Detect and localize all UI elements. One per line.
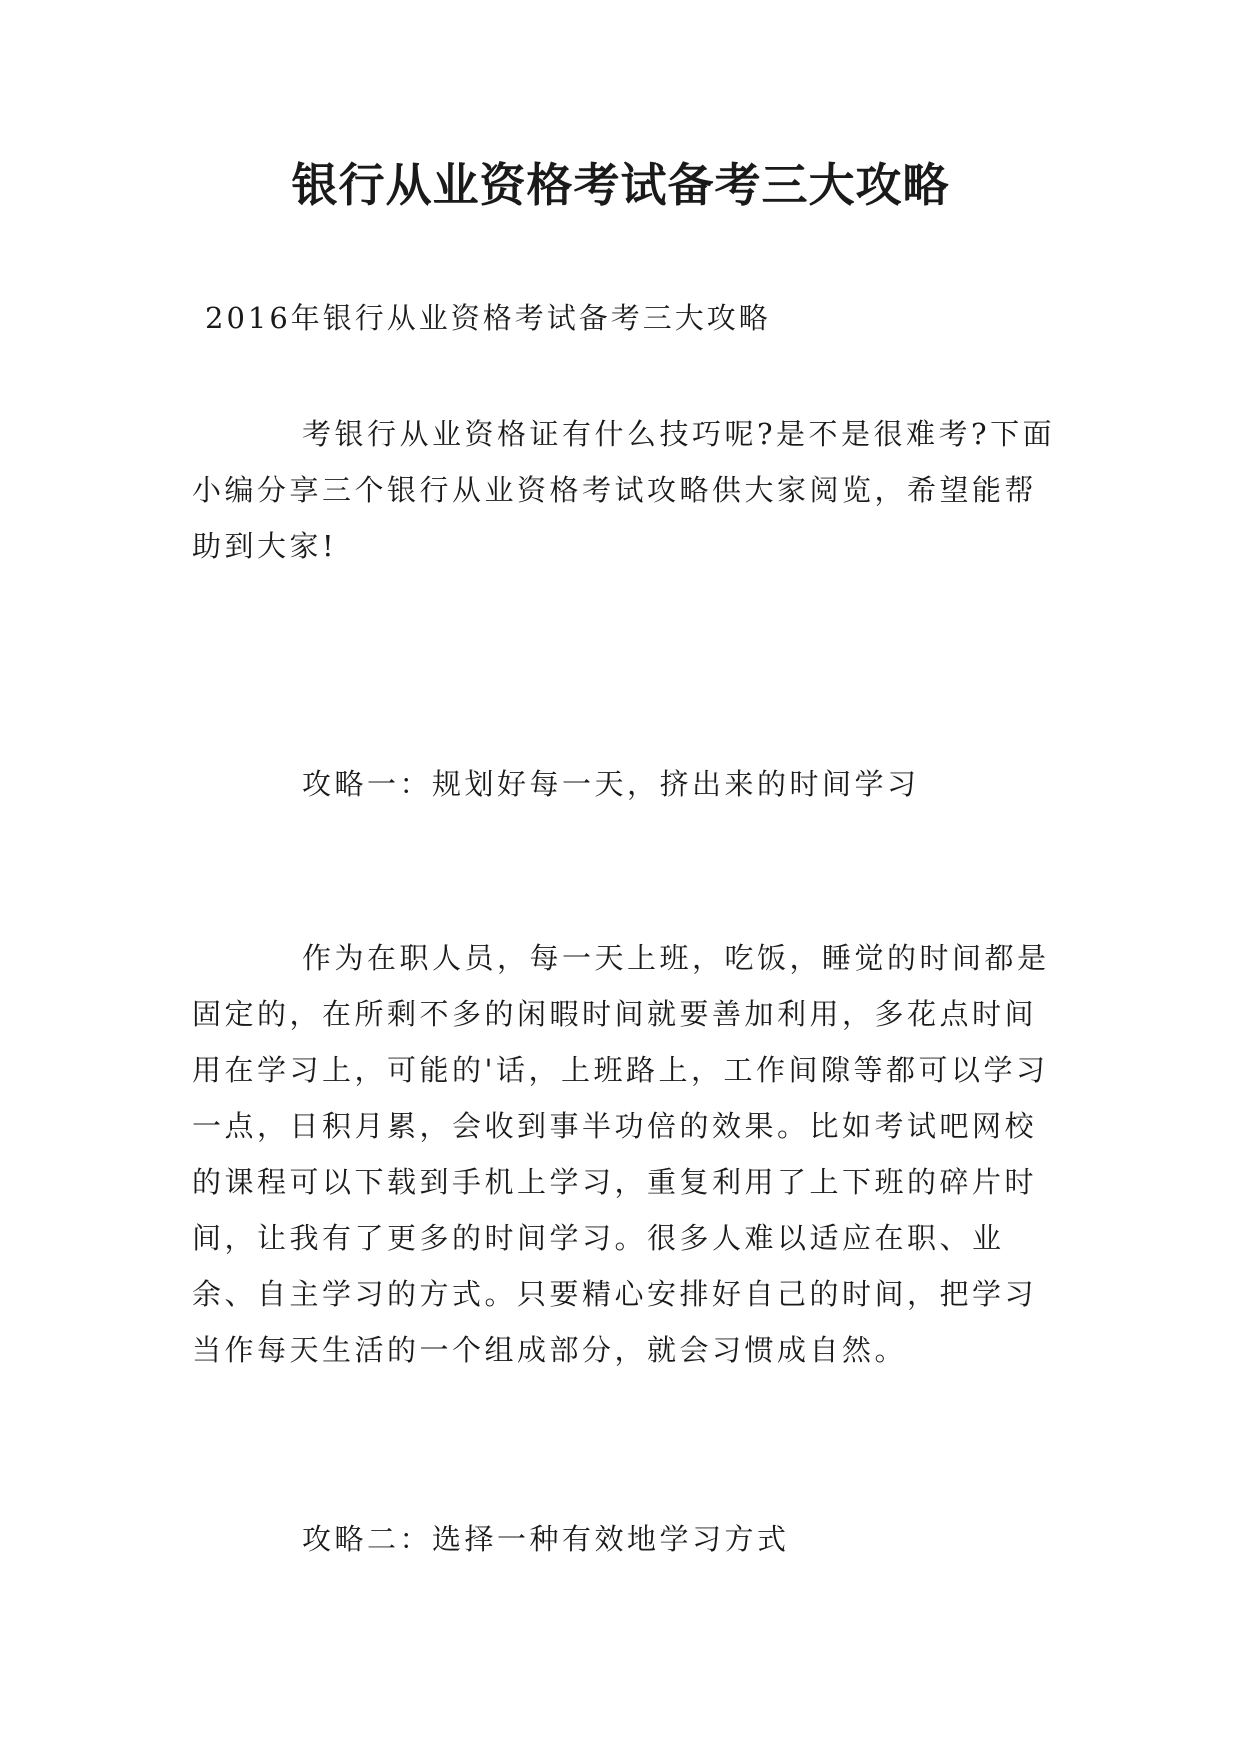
section-heading-2: 攻略二：选择一种有效地学习方式 xyxy=(302,1522,790,1556)
section-heading-1: 攻略一：规划好每一天，挤出来的时间学习 xyxy=(302,767,920,801)
document-title: 银行从业资格考试备考三大攻略 xyxy=(291,158,950,212)
intro-paragraph: 考银行从业资格证有什么技巧呢?是不是很难考?下面小编分享三个银行从业资格考试攻略供大家阅览，希望能帮助到大家! xyxy=(192,417,1056,563)
document-subtitle: 2016年银行从业资格考试备考三大攻略 xyxy=(205,301,771,335)
section-body-1: 作为在职人员，每一天上班，吃饭，睡觉的时间都是固定的，在所剩不多的闲暇时间就要善加利用，多花点时间用在学习上，可能的'话，上班路上，工作间隙等都可以学习一点，日积月累，会收到事半功倍的效果。比如考试吧网校的课程可以下载到手机上学习，重复利用了上下班的碎片时间，让我有了更多的时间学习。很多人难以适应在职、业余、自主学习的方式。只要精心安排好自己的时间，把学习当作每天生活的一个组成部分，就会习惯成自然。 xyxy=(192,941,1050,1367)
